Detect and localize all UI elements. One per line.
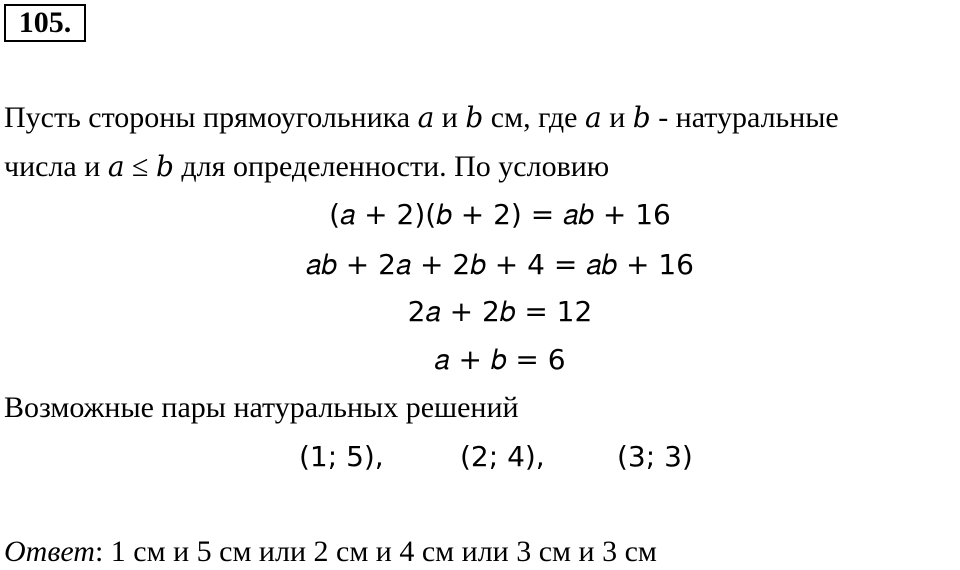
leq-sign: ≤ [124, 150, 156, 183]
intro-text: и [434, 101, 466, 134]
equation-1: (𝑎 + 2)(𝑏 + 2) = 𝑎𝑏 + 16 [329, 198, 671, 231]
intro-text: Пусть стороны прямоугольника [4, 101, 418, 134]
equation-4: 𝑎 + 𝑏 = 6 [434, 343, 566, 376]
intro-line-2 [4, 149, 609, 185]
variable-a: a [584, 101, 602, 134]
solution-pair: (3; 3) [617, 440, 693, 473]
solution-pair: (1; 5), [299, 440, 384, 473]
pairs-intro: Возможные пары натуральных решений [4, 391, 519, 424]
answer-text: : 1 см и 5 см или 2 см и 4 см или 3 см и 3 см [94, 535, 657, 568]
intro-text: см, где [483, 101, 585, 134]
variable-a: a [417, 101, 435, 134]
solution-pair: (2; 4), [460, 440, 545, 473]
variable-b: b [632, 101, 651, 134]
intro-text: - натуральные [650, 101, 839, 134]
problem-number: 105. [4, 4, 86, 42]
intro-text: и [601, 101, 633, 134]
variable-a: a [107, 150, 125, 183]
intro-line-1 [4, 100, 839, 136]
answer-line [4, 534, 657, 570]
answer-label: Ответ [4, 535, 95, 568]
equation-3: 2𝑎 + 2𝑏 = 12 [407, 295, 593, 328]
intro-text: для определенности. По условию [173, 150, 610, 183]
variable-b: b [155, 150, 174, 183]
equation-2: 𝑎𝑏 + 2𝑎 + 2𝑏 + 4 = 𝑎𝑏 + 16 [306, 248, 694, 281]
intro-text: числа и [4, 150, 108, 183]
variable-b: b [465, 101, 484, 134]
